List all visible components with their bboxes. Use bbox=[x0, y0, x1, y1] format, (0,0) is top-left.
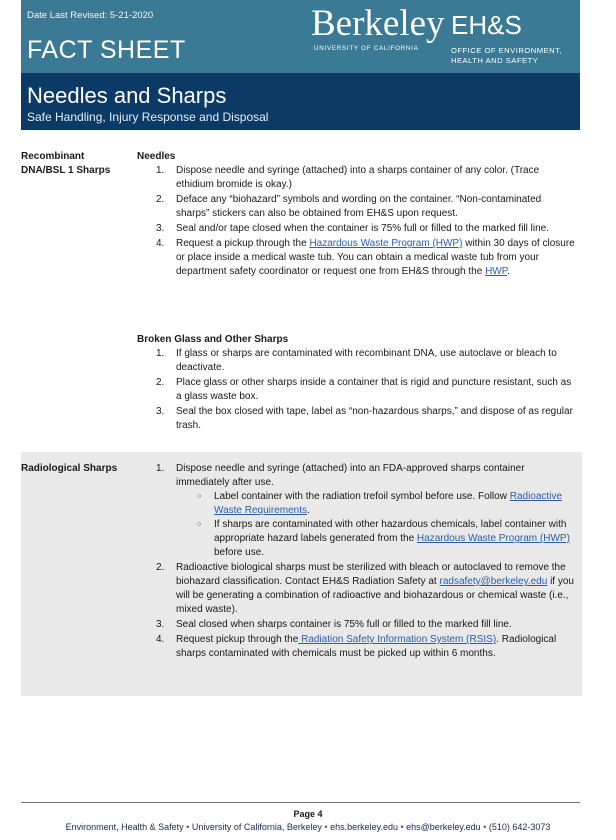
university-label: UNIVERSITY OF CALIFORNIA bbox=[314, 45, 419, 52]
footer-email[interactable]: ehs@berkeley.edu bbox=[406, 822, 481, 832]
list-item: 4. Request a pickup through the Hazardous Waste Program (HWP) within 30 days of closure or place inside a medical waste tub. You can obtain a medical waste tub from your department safety coordinator or request one from EH&S through the HWP. bbox=[156, 238, 575, 277]
glass-heading: Broken Glass and Other Sharps bbox=[137, 334, 289, 345]
radiological-list bbox=[156, 462, 576, 662]
berkeley-logo-word: Berkeley bbox=[311, 3, 445, 44]
list-item: 1. Dispose needle and syringe (attached) into an FDA-approved sharps container immediately after use. ○ Label container with the radiation trefoil symbol before use. Follow Radioactive Waste Requirements. ○ If sharps are contaminated with other hazardous chemicals, label container with appropriate hazard labels generated from the Hazardous Waste Program (HWP) before use. bbox=[156, 462, 576, 560]
hazardous-waste-link[interactable]: Hazardous Waste Program (HWP) bbox=[416, 533, 570, 544]
glass-list bbox=[156, 347, 576, 434]
needles-heading: Needles bbox=[137, 151, 176, 162]
hwp-short-link[interactable]: HWP bbox=[485, 266, 508, 277]
footer-contact: Environment, Health & Safety • University of California, Berkeley • ehs.berkeley.edu • ehs@berkeley.edu • (510) 642-3073 bbox=[65, 822, 551, 832]
sub-list-item: ○ Label container with the radiation trefoil symbol before use. Follow Radioactive Waste Requirements. bbox=[194, 490, 576, 518]
list-item: 4. Request pickup through the Radiation Safety Information System (RSIS). Radiological sharps contaminated with chemicals must be picked up within 6 months. bbox=[156, 634, 557, 659]
list-item: 2. Deface any “biohazard” symbols and wording on the container. “Non-contaminated sharps” stickers can also be obtained from EH&S upon request. bbox=[156, 194, 542, 219]
footer-divider bbox=[21, 802, 580, 803]
page-title: Needles and Sharps bbox=[27, 83, 227, 108]
list-item: 1. Dispose needle and syringe (attached) into a sharps container of any color. (Trace ethidium bromide is okay.) bbox=[156, 165, 540, 190]
ehs-logo-word: EH&S bbox=[451, 10, 522, 40]
rsis-link[interactable]: Radiation Safety Information System (RSIS) bbox=[298, 634, 497, 645]
list-item: 2. Place glass or other sharps inside a container that is rigid and puncture resistant, such as a glass waste box. bbox=[156, 377, 572, 402]
radsafety-email-link[interactable]: radsafety@berkeley.edu bbox=[439, 576, 548, 587]
page-subtitle: Safe Handling, Injury Response and Disposal bbox=[27, 110, 269, 124]
title-band bbox=[21, 73, 580, 130]
list-item: 2. Radioactive biological sharps must be sterilized with bleach or autoclaved to remove the biohazard classification. Contact EH&S Radiation Safety at radsafety@berkeley.edu if you will be generating a combination of radioactive and biohazardous or chemical waste (i.e., mixed waste). bbox=[156, 562, 574, 615]
list-item: 3. Seal closed when sharps container is 75% full or filled to the marked fill line. bbox=[156, 619, 512, 630]
needles-list bbox=[156, 164, 576, 280]
footer-website[interactable]: ehs.berkeley.edu bbox=[330, 822, 398, 832]
list-item: 3. Seal and/or tape closed when the container is 75% full or filled to the marked fill line. bbox=[156, 223, 549, 234]
fact-sheet-label: FACT SHEET bbox=[27, 36, 186, 64]
section-label-recombinant: Recombinant DNA/BSL 1 Sharps bbox=[21, 151, 111, 176]
revised-date: Date Last Revised: 5-21-2020 bbox=[27, 10, 154, 21]
radioactive-waste-link[interactable]: Radioactive Waste Requirements bbox=[214, 491, 562, 516]
sub-list-item: ○ If sharps are contaminated with other hazardous chemicals, label container with appropriate hazard labels generated from the Hazardous Waste Program (HWP) before use. bbox=[194, 518, 576, 560]
hwp-link[interactable]: Hazardous Waste Program (HWP) bbox=[309, 238, 463, 249]
list-item: 3. Seal the box closed with tape, label as “non-hazardous sharps,” and dispose of as regular trash. bbox=[156, 406, 573, 431]
list-item: 1. If glass or sharps are contaminated with recombinant DNA, use autoclave or bleach to deactivate. bbox=[156, 348, 557, 373]
page-number: Page 4 bbox=[293, 809, 323, 819]
section-label-radiological: Radiological Sharps bbox=[21, 463, 118, 474]
office-label: OFFICE OF ENVIRONMENT, HEALTH AND SAFETY bbox=[451, 46, 562, 65]
sub-list bbox=[194, 490, 576, 560]
header-band bbox=[21, 0, 580, 73]
